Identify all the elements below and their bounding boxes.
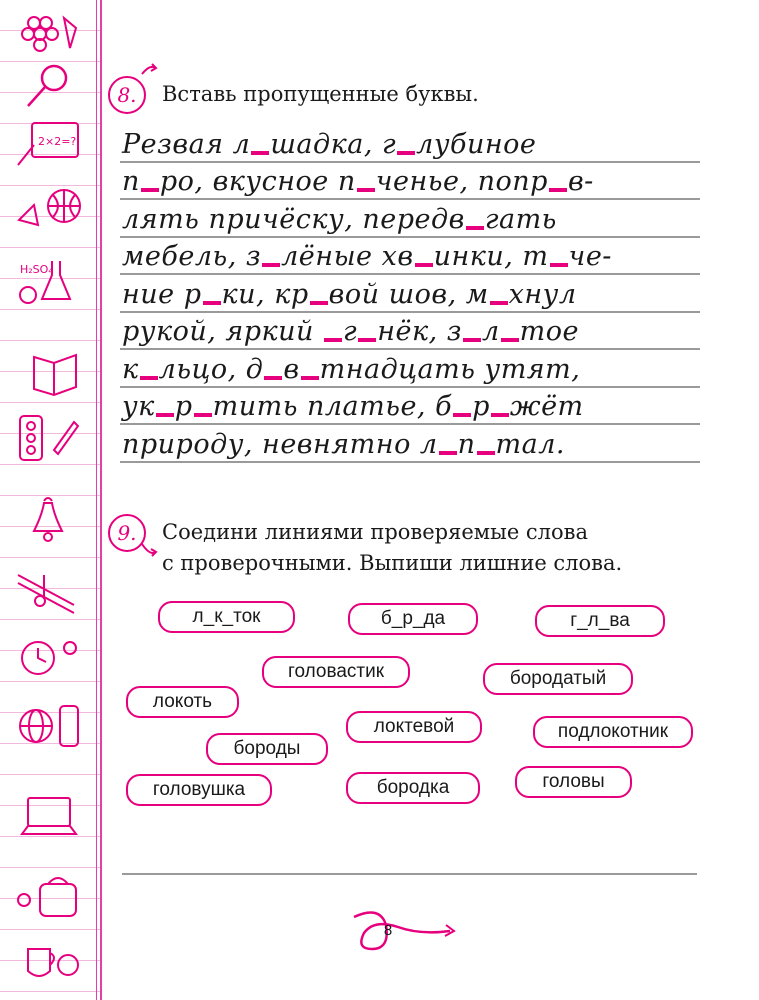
word-box[interactable]: б_р_да — [348, 603, 478, 635]
writing-line — [120, 125, 700, 163]
text-fragment: Резвая л — [122, 128, 251, 160]
arrow-icon — [140, 60, 160, 80]
missing-letter-gap[interactable] — [262, 263, 280, 267]
text-fragment: ро, вкусное п — [159, 166, 356, 197]
word-box[interactable]: бородка — [346, 772, 480, 804]
svg-text:2×2=?: 2×2=? — [38, 135, 77, 148]
text-fragment: ки, кр — [221, 278, 309, 310]
handwritten-text — [122, 354, 700, 385]
writing-line — [120, 350, 700, 388]
text-fragment: п — [457, 428, 476, 460]
missing-letter-gap[interactable] — [463, 338, 481, 342]
text-fragment: лёные хв — [281, 241, 414, 272]
text-fragment: р — [472, 391, 490, 422]
handwritten-text — [122, 241, 700, 272]
word-box[interactable]: бороды — [206, 733, 328, 765]
missing-letter-gap[interactable] — [491, 413, 509, 417]
chalkboard-icon — [14, 115, 84, 170]
word-box[interactable]: головастик — [262, 656, 410, 688]
handwritten-text — [122, 166, 700, 197]
text-fragment: природу, невнятно л — [122, 428, 438, 460]
writing-line — [120, 200, 700, 238]
text-fragment: ние р — [122, 278, 202, 310]
globe-icon — [14, 700, 84, 755]
missing-letter-gap[interactable] — [194, 413, 212, 417]
writing-line — [120, 238, 700, 276]
svg-text:H₂SO₄: H₂SO₄ — [20, 263, 53, 276]
missing-letter-gap[interactable] — [358, 338, 376, 342]
word-box[interactable]: локоть — [126, 686, 239, 718]
text-fragment: тнадцать утят, — [319, 353, 581, 385]
grapes-icon — [14, 8, 84, 63]
page-number: 8 — [383, 922, 393, 939]
text-fragment: тал. — [495, 428, 565, 460]
writing-line — [120, 425, 700, 463]
magnifier-icon — [14, 60, 84, 115]
text-fragment: п — [122, 166, 140, 197]
text-fragment: льцо, д — [158, 353, 264, 385]
laptop-icon — [14, 790, 84, 845]
text-fragment: р — [174, 391, 193, 422]
text-fragment: рукой, яркий — [122, 316, 324, 347]
handwriting-lines — [120, 125, 700, 463]
writing-line — [120, 275, 700, 313]
handwritten-text — [122, 279, 700, 310]
margin-line — [100, 0, 102, 1000]
writing-line — [120, 388, 700, 426]
text-fragment: в- — [567, 166, 594, 197]
text-fragment: к — [122, 353, 139, 385]
task9-instruction-line2: с проверочными. Выпиши лишние слова. — [162, 551, 623, 575]
handwritten-text — [122, 204, 700, 235]
word-box[interactable]: бородатый — [483, 663, 633, 695]
handwritten-text — [122, 429, 700, 460]
text-fragment: шадка, г — [270, 128, 397, 160]
missing-letter-gap[interactable] — [549, 188, 567, 192]
text-fragment: инки, т — [433, 241, 549, 272]
text-fragment: жёт — [509, 391, 584, 422]
text-fragment: лубиное — [416, 128, 537, 160]
text-fragment: ук — [122, 391, 155, 422]
basketball-icon — [14, 180, 84, 235]
clock-icon — [14, 630, 84, 685]
word-box[interactable]: подлокотник — [533, 716, 693, 748]
writing-line — [120, 313, 700, 351]
text-fragment: нёк, з — [377, 316, 462, 347]
missing-letter-gap[interactable] — [156, 413, 174, 417]
missing-letter-gap[interactable] — [324, 338, 342, 342]
task-number-9: 9. — [108, 514, 146, 552]
missing-letter-gap[interactable] — [397, 151, 415, 155]
missing-letter-gap[interactable] — [453, 413, 471, 417]
text-fragment: вой шов, м — [328, 278, 489, 310]
text-fragment: мебель, з — [122, 241, 262, 272]
word-box[interactable]: л_к_ток — [158, 601, 295, 633]
text-fragment: тое — [519, 316, 580, 347]
missing-letter-gap[interactable] — [203, 301, 221, 305]
word-box[interactable]: головушка — [126, 774, 272, 806]
word-box[interactable]: головы — [515, 766, 632, 798]
music-note-icon — [14, 565, 84, 620]
bag-icon — [14, 870, 84, 925]
missing-letter-gap[interactable] — [310, 301, 328, 305]
text-fragment: г — [343, 316, 358, 347]
writing-line — [120, 163, 700, 201]
task8-instruction: Вставь пропущенные буквы. — [162, 82, 479, 106]
text-fragment: хнул — [508, 278, 577, 310]
swirl-icon — [350, 905, 460, 960]
pencil-case-icon — [14, 410, 84, 465]
text-fragment: гать — [484, 203, 557, 235]
flask-icon — [14, 255, 84, 310]
missing-letter-gap[interactable] — [477, 451, 495, 455]
task9-instruction-line1: Соедини линиями проверяемые слова — [162, 520, 589, 544]
task-number-8: 8. — [108, 76, 146, 114]
missing-letter-gap[interactable] — [415, 263, 433, 267]
text-fragment: тить платье, б — [212, 391, 453, 422]
text-fragment: в — [283, 353, 300, 385]
word-box[interactable]: локтевой — [346, 711, 482, 743]
missing-letter-gap[interactable] — [141, 188, 159, 192]
missing-letter-gap[interactable] — [301, 376, 319, 380]
missing-letter-gap[interactable] — [501, 338, 519, 342]
missing-letter-gap[interactable] — [140, 376, 158, 380]
handwritten-text — [122, 391, 700, 422]
missing-letter-gap[interactable] — [490, 301, 508, 305]
answer-line[interactable] — [122, 873, 697, 875]
text-fragment: лять причёску, передв — [122, 203, 465, 235]
text-fragment: ченье, попр — [375, 166, 548, 197]
cup-icon — [14, 935, 84, 990]
missing-letter-gap[interactable] — [264, 376, 282, 380]
arrow-icon — [140, 540, 160, 560]
text-fragment: л — [481, 316, 500, 347]
missing-letter-gap[interactable] — [357, 188, 375, 192]
text-fragment: че- — [568, 241, 612, 272]
bell-icon — [14, 495, 84, 550]
missing-letter-gap[interactable] — [439, 451, 457, 455]
word-box[interactable]: г_л_ва — [535, 605, 665, 637]
handwritten-text — [122, 316, 700, 347]
missing-letter-gap[interactable] — [550, 263, 568, 267]
missing-letter-gap[interactable] — [251, 151, 269, 155]
missing-letter-gap[interactable] — [466, 226, 484, 230]
book-icon — [14, 345, 84, 400]
margin-line — [96, 0, 97, 1000]
handwritten-text — [122, 129, 700, 160]
